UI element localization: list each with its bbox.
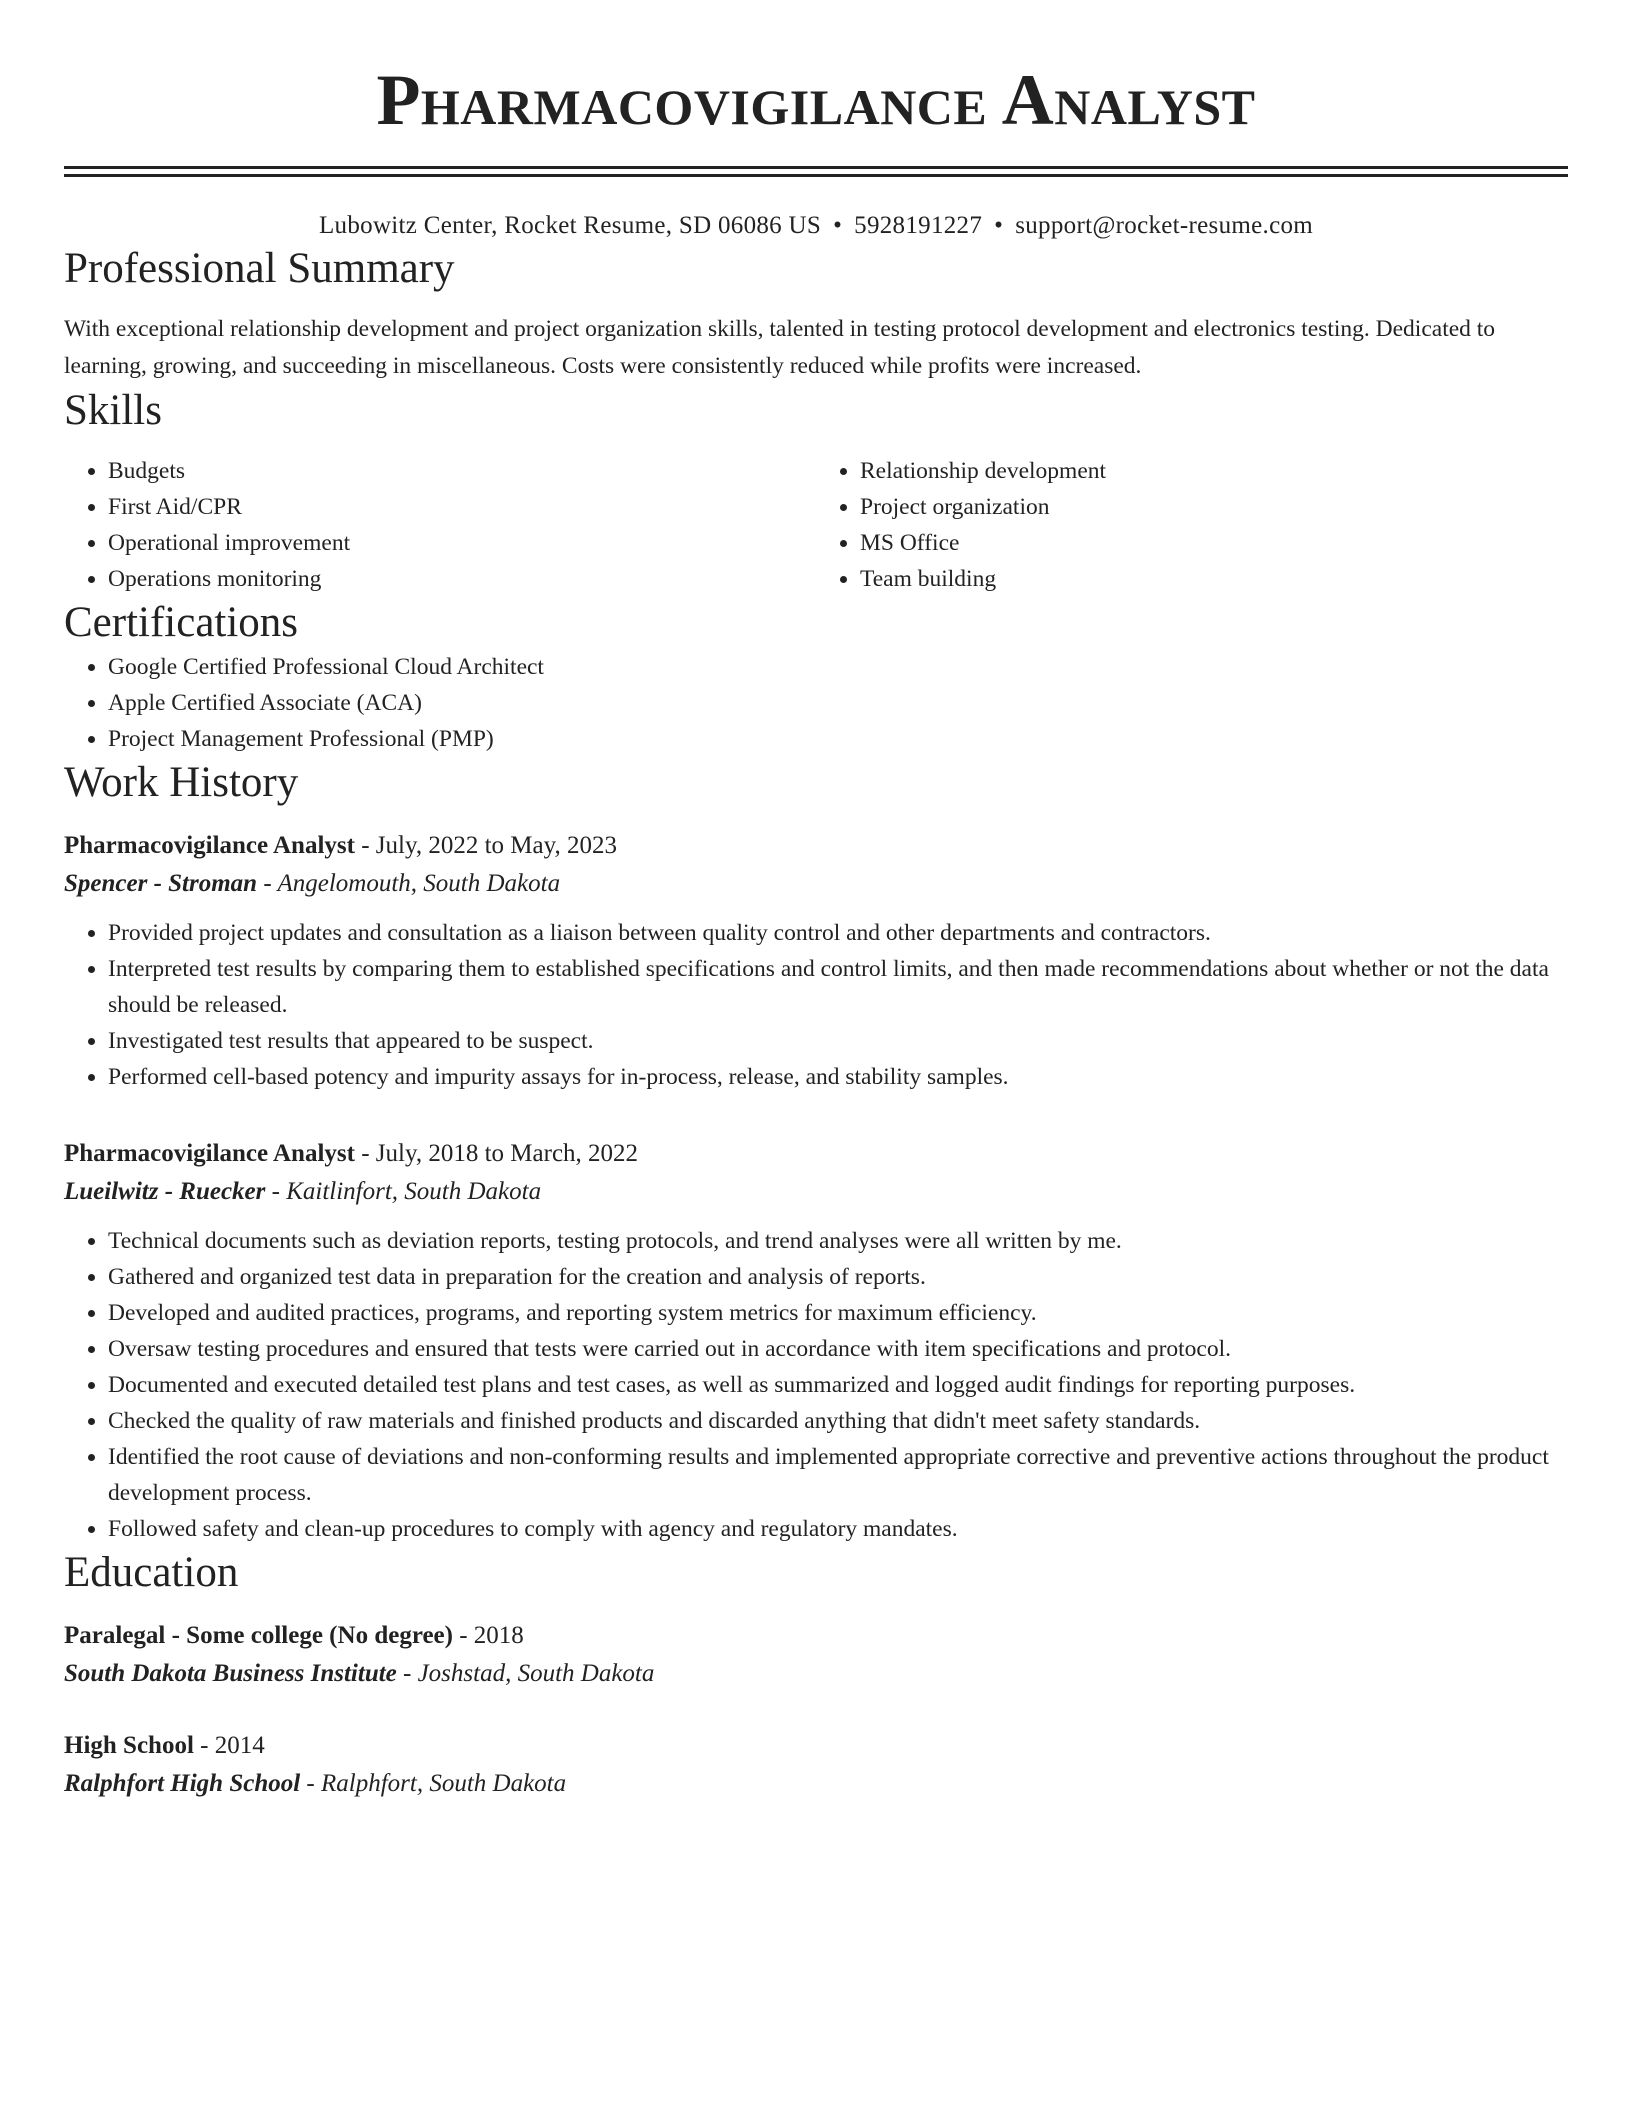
- job-header: [64, 1135, 1568, 1173]
- education-school-line: [64, 1655, 1568, 1693]
- certifications-list: [64, 649, 1568, 757]
- education-school: Ralphfort High School: [64, 1770, 301, 1797]
- candidate-name: Pharmacovigilance Analyst: [376, 60, 1256, 140]
- skill-item: • MS Office: [860, 525, 1568, 561]
- skills-heading: Skills: [64, 387, 162, 434]
- job-bullet: • Performed cell-based potency and impurity assays for in-process, release, and stability samples.: [108, 1059, 1568, 1095]
- job-role: Pharmacovigilance Analyst: [64, 1140, 355, 1167]
- education-location: - Joshstad, South Dakota: [396, 1660, 655, 1687]
- skill-item: • Operational improvement: [108, 525, 816, 561]
- bullet-separator-icon: •: [994, 212, 1004, 239]
- contact-address: Lubowitz Center, Rocket Resume, SD 06086 US: [318, 212, 822, 239]
- job-bullet: • Developed and audited practices, programs, and reporting system metrics for maximum efficiency.: [108, 1295, 1568, 1331]
- skill-item: • Operations monitoring: [108, 561, 816, 597]
- job-company: Spencer - Stroman: [64, 870, 258, 897]
- skills-list-left: [64, 453, 816, 597]
- job-company-line: [64, 1173, 1568, 1211]
- job-location: - Kaitlinfort, South Dakota: [265, 1178, 542, 1205]
- skills-columns: [64, 453, 1568, 597]
- job-bullets: [64, 915, 1568, 1095]
- skill-item: • Project organization: [860, 489, 1568, 525]
- header-double-rule: [64, 166, 1568, 177]
- job-company: Lueilwitz - Ruecker: [64, 1178, 266, 1205]
- education-school: South Dakota Business Institute: [64, 1660, 397, 1687]
- certification-item: • Project Management Professional (PMP): [108, 721, 1568, 757]
- certification-item: • Google Certified Professional Cloud Architect: [108, 649, 1568, 685]
- work-history-heading: Work History: [64, 759, 299, 806]
- education-year: - 2014: [193, 1732, 265, 1759]
- education-header: [64, 1727, 1568, 1765]
- contact-email: support@rocket-resume.com: [1015, 212, 1314, 239]
- education-degree: High School: [64, 1732, 194, 1759]
- job-entry: [64, 827, 1568, 1095]
- job-bullet: • Gathered and organized test data in preparation for the creation and analysis of reports.: [108, 1259, 1568, 1295]
- contact-phone: 5928191227: [854, 212, 983, 239]
- skill-item: • Budgets: [108, 453, 816, 489]
- job-role: Pharmacovigilance Analyst: [64, 832, 355, 859]
- job-bullet: • Provided project updates and consultation as a liaison between quality control and other departments and contractors.: [108, 915, 1568, 951]
- education-year: - 2018: [452, 1622, 524, 1649]
- job-bullet: • Checked the quality of raw materials and finished products and discarded anything that didn't meet safety standards.: [108, 1403, 1568, 1439]
- job-location: - Angelomouth, South Dakota: [257, 870, 561, 897]
- job-bullet: • Investigated test results that appeared to be suspect.: [108, 1023, 1568, 1059]
- job-bullet: • Followed safety and clean-up procedures to comply with agency and regulatory mandates.: [108, 1511, 1568, 1547]
- education-header: [64, 1617, 1568, 1655]
- certification-item: • Apple Certified Associate (ACA): [108, 685, 1568, 721]
- education-entry: [64, 1727, 1568, 1803]
- education-heading: Education: [64, 1549, 239, 1596]
- summary-text: With exceptional relationship development and project organization skills, talented in testing protocol development and electronics testing. Dedicated to learning, growing, and succeeding in miscellaneous. Costs were consistently reduced while profits were increased.: [64, 316, 1496, 379]
- job-company-line: [64, 865, 1568, 903]
- education-school-line: [64, 1765, 1568, 1803]
- job-bullet: • Documented and executed detailed test plans and test cases, as well as summarized and logged audit findings for reporting purposes.: [108, 1367, 1568, 1403]
- education-degree: Paralegal - Some college (No degree): [64, 1622, 453, 1649]
- education-entry: [64, 1617, 1568, 1693]
- job-dates: - July, 2018 to March, 2022: [354, 1140, 639, 1167]
- job-bullet: • Oversaw testing procedures and ensured that tests were carried out in accordance with item specifications and protocol.: [108, 1331, 1568, 1367]
- summary-heading: Professional Summary: [64, 245, 455, 292]
- skill-item: • Relationship development: [860, 453, 1568, 489]
- skill-item: • First Aid/CPR: [108, 489, 816, 525]
- certifications-heading: Certifications: [64, 599, 299, 646]
- job-dates: - July, 2022 to May, 2023: [354, 832, 617, 859]
- education-location: - Ralphfort, South Dakota: [300, 1770, 567, 1797]
- job-bullet: • Identified the root cause of deviations and non-conforming results and implemented appropriate corrective and preventive actions throughout the product development process.: [108, 1439, 1568, 1511]
- job-bullet: • Interpreted test results by comparing them to established specifications and control limits, and then made recommendations about whether or not the data should be released.: [108, 951, 1568, 1023]
- skills-list-right: [816, 453, 1568, 597]
- job-header: [64, 827, 1568, 865]
- bullet-separator-icon: •: [833, 212, 843, 239]
- job-entry: [64, 1135, 1568, 1547]
- contact-line: [64, 209, 1568, 243]
- job-bullets: [64, 1223, 1568, 1547]
- job-bullet: • Technical documents such as deviation reports, testing protocols, and trend analyses were all written by me.: [108, 1223, 1568, 1259]
- skill-item: • Team building: [860, 561, 1568, 597]
